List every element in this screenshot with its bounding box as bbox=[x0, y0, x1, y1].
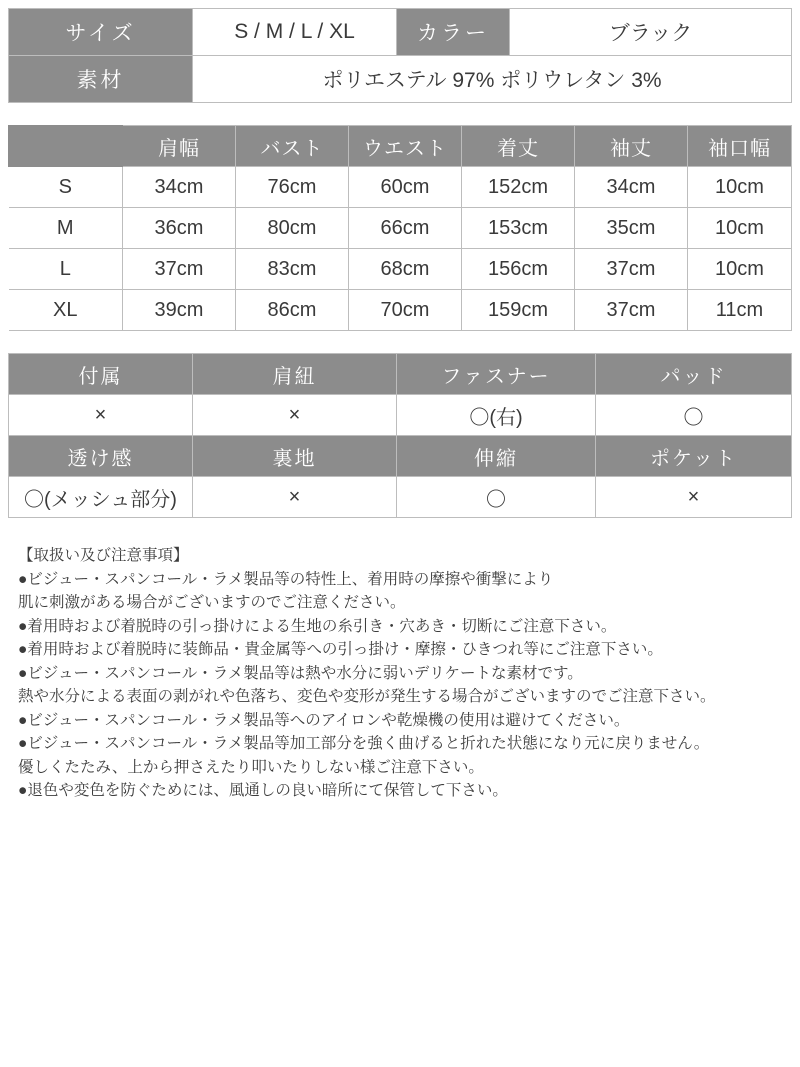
care-note-line: ●着用時および着脱時の引っ掛けによる生地の糸引き・穴あき・切断にご注意下さい。 bbox=[18, 617, 617, 635]
detail-header-lining: 裏地 bbox=[193, 436, 397, 477]
detail-value-strap: × bbox=[193, 395, 397, 436]
detail-value-stretch: 〇 bbox=[397, 477, 596, 518]
detail-value-pocket: × bbox=[596, 477, 792, 518]
table-row bbox=[9, 56, 792, 103]
measure-cell: 37cm bbox=[575, 249, 688, 290]
detail-value-pad: 〇 bbox=[596, 395, 792, 436]
detail-value-zipper: 〇(右) bbox=[397, 395, 596, 436]
detail-value-sheerness: 〇(メッシュ部分) bbox=[9, 477, 193, 518]
measure-cell: 11cm bbox=[688, 290, 792, 331]
table-row bbox=[9, 395, 792, 436]
detail-header-stretch: 伸縮 bbox=[397, 436, 596, 477]
detail-value-lining: × bbox=[193, 477, 397, 518]
measure-col-length: 着丈 bbox=[462, 126, 575, 167]
detail-header-pad: パッド bbox=[596, 354, 792, 395]
measure-cell: 68cm bbox=[349, 249, 462, 290]
spec-material-label: 素材 bbox=[9, 56, 193, 103]
measure-cell: 10cm bbox=[688, 208, 792, 249]
measure-cell: 76cm bbox=[236, 167, 349, 208]
measure-corner-cell bbox=[9, 126, 123, 167]
measurement-table bbox=[8, 125, 792, 331]
measure-cell: 10cm bbox=[688, 167, 792, 208]
measure-cell: 39cm bbox=[123, 290, 236, 331]
measure-col-cuff: 袖口幅 bbox=[688, 126, 792, 167]
measure-cell: 156cm bbox=[462, 249, 575, 290]
measure-cell: 83cm bbox=[236, 249, 349, 290]
measure-cell: 66cm bbox=[349, 208, 462, 249]
measure-cell: 10cm bbox=[688, 249, 792, 290]
measure-cell: 34cm bbox=[575, 167, 688, 208]
detail-header-pocket: ポケット bbox=[596, 436, 792, 477]
care-note-line: 肌に刺激がある場合がございますのでご注意ください。 bbox=[18, 594, 406, 612]
measure-cell: 60cm bbox=[349, 167, 462, 208]
care-note-line: ●ビジュー・スパンコール・ラメ製品等加工部分を強く曲げると折れた状態になり元に戻りません。 bbox=[18, 735, 710, 753]
detail-value-attachment: × bbox=[9, 395, 193, 436]
spec-size-value: S / M / L / XL bbox=[193, 9, 397, 56]
measure-row-label: XL bbox=[9, 290, 123, 331]
measure-col-bust: バスト bbox=[236, 126, 349, 167]
table-header-row bbox=[9, 436, 792, 477]
measure-cell: 152cm bbox=[462, 167, 575, 208]
care-note-line: 優しくたたみ、上から押さえたり叩いたりしない様ご注意下さい。 bbox=[18, 758, 484, 776]
measure-col-sleeve: 袖丈 bbox=[575, 126, 688, 167]
spacer bbox=[8, 331, 792, 353]
detail-header-strap: 肩紐 bbox=[193, 354, 397, 395]
measure-cell: 35cm bbox=[575, 208, 688, 249]
measure-row-label: L bbox=[9, 249, 123, 290]
measure-row-label: M bbox=[9, 208, 123, 249]
care-notes-title: 【取扱い及び注意事項】 bbox=[18, 547, 189, 564]
detail-header-attachment: 付属 bbox=[9, 354, 193, 395]
spec-table bbox=[8, 8, 792, 103]
measure-col-waist: ウエスト bbox=[349, 126, 462, 167]
table-row bbox=[9, 9, 792, 56]
measure-cell: 37cm bbox=[123, 249, 236, 290]
detail-header-sheerness: 透け感 bbox=[9, 436, 193, 477]
table-row bbox=[9, 167, 792, 208]
spec-size-label: サイズ bbox=[9, 9, 193, 56]
measure-cell: 70cm bbox=[349, 290, 462, 331]
care-note-line: ●着用時および着脱時に装飾品・貴金属等への引っ掛け・摩擦・ひきつれ等にご注意下さい。 bbox=[18, 641, 663, 659]
care-note-line: ●ビジュー・スパンコール・ラメ製品等へのアイロンや乾燥機の使用は避けてください。 bbox=[18, 711, 630, 729]
care-note-line: ●退色や変色を防ぐためには、風通しの良い暗所にて保管して下さい。 bbox=[18, 782, 508, 800]
measure-cell: 159cm bbox=[462, 290, 575, 331]
measure-cell: 36cm bbox=[123, 208, 236, 249]
spec-color-value: ブラック bbox=[510, 9, 792, 56]
detail-header-zipper: ファスナー bbox=[397, 354, 596, 395]
measure-row-label: S bbox=[9, 167, 123, 208]
measure-cell: 86cm bbox=[236, 290, 349, 331]
spec-material-value: ポリエステル 97% ポリウレタン 3% bbox=[193, 56, 792, 103]
table-header-row bbox=[9, 126, 792, 167]
detail-table bbox=[8, 353, 792, 518]
care-notes bbox=[18, 544, 792, 803]
care-note-line: ●ビジュー・スパンコール・ラメ製品等は熱や水分に弱いデリケートな素材です。 bbox=[18, 664, 583, 682]
measure-col-shoulder: 肩幅 bbox=[123, 126, 236, 167]
spacer bbox=[8, 103, 792, 125]
table-row bbox=[9, 290, 792, 331]
measure-cell: 153cm bbox=[462, 208, 575, 249]
spec-color-label: カラー bbox=[397, 9, 510, 56]
measure-cell: 80cm bbox=[236, 208, 349, 249]
table-row bbox=[9, 208, 792, 249]
table-row bbox=[9, 477, 792, 518]
table-header-row bbox=[9, 354, 792, 395]
measure-cell: 34cm bbox=[123, 167, 236, 208]
measure-cell: 37cm bbox=[575, 290, 688, 331]
table-row bbox=[9, 249, 792, 290]
care-note-line: ●ビジュー・スパンコール・ラメ製品等の特性上、着用時の摩擦や衝撃により bbox=[18, 570, 554, 588]
care-note-line: 熱や水分による表面の剥がれや色落ち、変色や変形が発生する場合がございますのでご注意下さい。 bbox=[18, 688, 716, 706]
